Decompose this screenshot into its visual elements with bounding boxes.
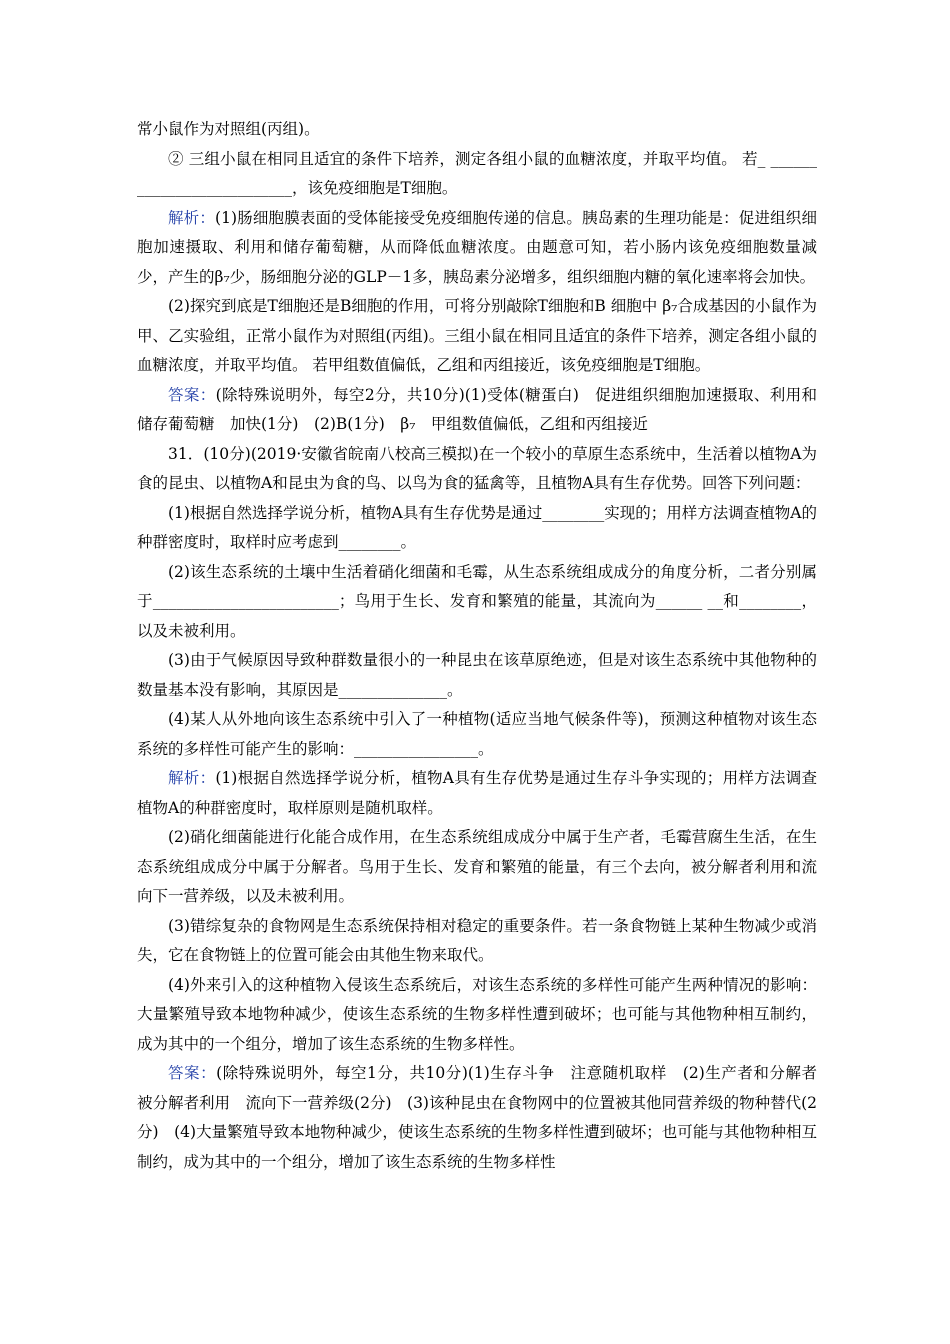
paragraph-text: (除特殊说明外，每空2分，共10分)(1)受体(糖蛋白) 促进组织细胞加速摄取、利用和储存葡萄糖 加快(1分) (2)B(1分) β₇ 甲组数值偏低，乙组和丙组接近 xyxy=(137,385,817,433)
paragraph-text: (4)外来引入的这种植物入侵该生态系统后，对该生态系统的多样性可能产生两种情况的影响：大量繁殖导致本地物种减少，使该生态系统的生物多样性遭到破坏；也可能与其他物种相互制约，成为其中的一个组分，增加了该生态系统的生物多样性。 xyxy=(137,975,817,1053)
paragraph-text: (2)探究到底是T细胞还是B细胞的作用，可将分别敲除T细胞和B 细胞中 β₇合成基因的小鼠作为甲、乙实验组，正常小鼠作为对照组(丙组)。三组小鼠在相同且适宜的条件下培养，测定各组小鼠的血糖浓度，并取平均值。 若甲组数值偏低，乙组和丙组接近，该免疫细胞是T细胞。 xyxy=(137,297,817,374)
paragraph-text: (3)由于气候原因导致种群数量很小的一种昆虫在该草原绝迹，但是对该生态系统中其他物种的数量基本没有影响，其原因是______________。 xyxy=(137,651,817,699)
answer-label: 答案： xyxy=(168,1064,217,1082)
paragraph-analysis-31-3 xyxy=(137,912,817,971)
paragraph-text: (3)错综复杂的食物网是生态系统保持相对稳定的重要条件。若一条食物链上某种生物减少或消失，它在食物链上的位置可能会由其他生物来取代。 xyxy=(137,916,817,964)
paragraph-text: 常小鼠作为对照组(丙组)。 xyxy=(137,120,320,138)
paragraph-answer-31 xyxy=(137,1059,833,1177)
question-31-part-3 xyxy=(137,646,817,705)
analysis-label: 解析： xyxy=(168,208,216,227)
document-page xyxy=(137,115,833,1177)
analysis-label: 解析： xyxy=(168,769,216,787)
paragraph-step-2 xyxy=(137,145,817,204)
paragraph-text: (2)硝化细菌能进行化能合成作用，在生态系统组成成分中属于生产者，毛霉营腐生生活，在生态系统组成成分中属于分解者。鸟用于生长、发育和繁殖的能量，有三个去向，被分解者利用和流向下一营养级，以及未被利用。 xyxy=(137,828,817,905)
paragraph-analysis-1 xyxy=(137,204,817,293)
paragraph-text: (除特殊说明外，每空1分，共10分)(1)生存斗争 注意随机取样 (2)生产者和分解者 被分解者利用 流向下一营养级(2分) (3)该种昆虫在食物网中的位置被其他同营养级的物种替代(2分) (4)大量繁殖导致本地物种减少，使该生态系统的生物多样性遭到破坏；也可能与其他物种相互制约，成为其中的一个组分，增加了该生态系统的生物多样性 xyxy=(137,1064,833,1171)
paragraph-analysis-31-1 xyxy=(137,764,817,823)
paragraph-analysis-2 xyxy=(137,292,817,381)
paragraph-text: 31．(10分)(2019·安徽省皖南八校高三模拟)在一个较小的草原生态系统中，生活着以植物A为食的昆虫、以植物A和昆虫为食的鸟、以鸟为食的猛禽等，且植物A具有生存优势。回答下列问题： xyxy=(137,444,817,492)
paragraph-text: (1)肠细胞膜表面的受体能接受免疫细胞传递的信息。胰岛素的生理功能是：促进组织细胞加速摄取、利用和储存葡萄糖，从而降低血糖浓度。由题意可知，若小肠内该免疫细胞数量减少，产生的β₇少，肠细胞分泌的GLP－1多，胰岛素分泌增多，组织细胞内糖的氧化速率将会加快。 xyxy=(137,208,817,286)
paragraph-analysis-31-4 xyxy=(137,971,817,1060)
paragraph-text: (2)该生态系统的土壤中生活着硝化细菌和毛霉，从生态系统组成成分的角度分析，二者分别属于________________________；鸟用于生长、发育和繁殖的能量，其流向为______ __和________，以及未被利用。 xyxy=(137,562,817,640)
paragraph-text: (1)根据自然选择学说分析，植物A具有生存优势是通过________实现的；用样方法调查植物A的种群密度时，取样时应考虑到________。 xyxy=(137,503,817,551)
paragraph-answer-30 xyxy=(137,381,817,440)
paragraph-analysis-31-2 xyxy=(137,823,817,912)
paragraph-text: (4)某人从外地向该生态系统中引入了一种植物(适应当地气候条件等)，预测这种植物对该生态系统的多样性可能产生的影响：________________。 xyxy=(137,710,817,758)
question-31-part-2 xyxy=(137,558,817,647)
question-31-part-4 xyxy=(137,705,817,764)
paragraph-text: ② 三组小鼠在相同且适宜的条件下培养，测定各组小鼠的血糖浓度，并取平均值。 若_ __________________________，该免疫细胞是T细胞。 xyxy=(137,149,817,197)
paragraph-control-group xyxy=(137,115,817,145)
question-31-stem xyxy=(137,440,817,499)
question-31-part-1 xyxy=(137,499,817,558)
answer-label: 答案： xyxy=(168,385,216,404)
paragraph-text: (1)根据自然选择学说分析，植物A具有生存优势是通过生存斗争实现的；用样方法调查植物A的种群密度时，取样原则是随机取样。 xyxy=(137,769,817,817)
